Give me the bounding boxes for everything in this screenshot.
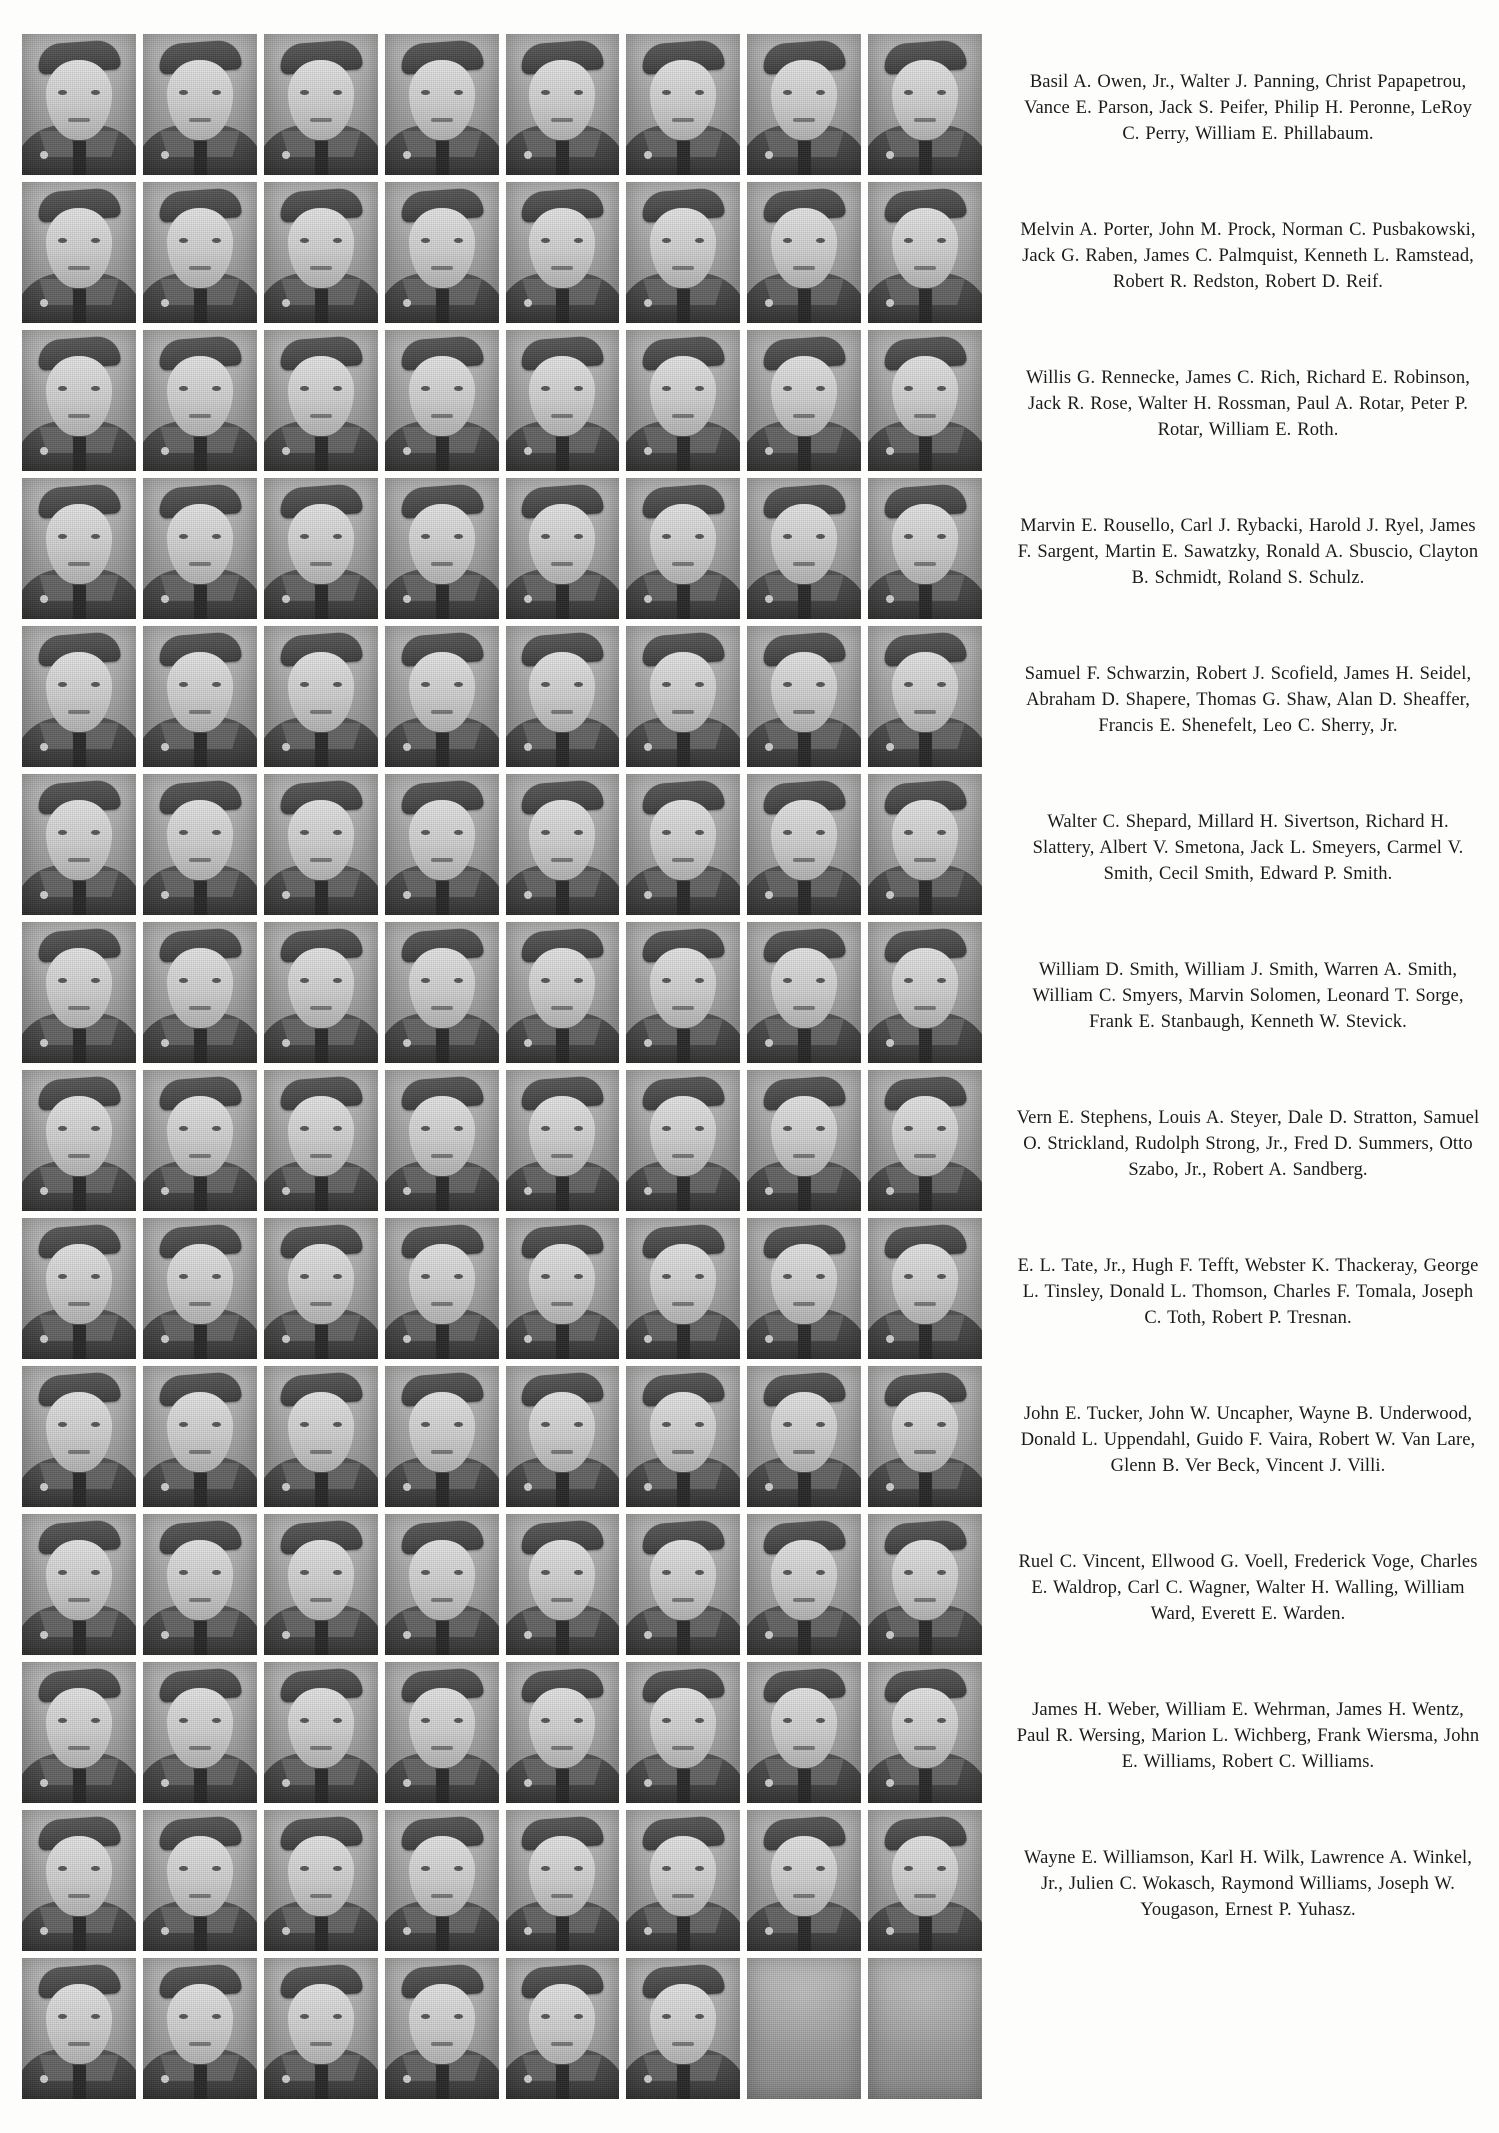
caption-text: Walter C. Shepard, Millard H. Sivertson, Richard H. Slattery, Albert V. Smetona, Jack L. Smeyers, Carmel V. Smith, Cecil Smith, Edward P. Smith.: [1032, 811, 1464, 885]
caption-block: [1014, 1218, 1482, 1366]
portrait-row: [22, 922, 982, 1063]
caption-block: [1014, 774, 1482, 922]
portrait-photo-blank: [747, 1958, 861, 2099]
portrait-photo: [868, 1810, 982, 1951]
portrait-photo: [143, 922, 257, 1063]
portrait-row: [22, 1958, 982, 2099]
portrait-photo: [385, 1810, 499, 1951]
portrait-photo: [506, 1810, 620, 1951]
portrait-photo: [747, 1810, 861, 1951]
portrait-photo: [506, 774, 620, 915]
portrait-photo: [264, 1514, 378, 1655]
portrait-photo: [747, 34, 861, 175]
portrait-row: [22, 34, 982, 175]
caption-block: [1014, 922, 1482, 1070]
portrait-photo: [385, 34, 499, 175]
portrait-row: [22, 1218, 982, 1359]
portrait-photo: [22, 922, 136, 1063]
portrait-photo: [143, 1958, 257, 2099]
portrait-photo: [868, 922, 982, 1063]
portrait-photo: [264, 1070, 378, 1211]
portrait-row: [22, 1070, 982, 1211]
portrait-photo: [506, 626, 620, 767]
portrait-photo: [868, 1070, 982, 1211]
portrait-photo: [385, 774, 499, 915]
portrait-photo: [22, 182, 136, 323]
portrait-photo: [626, 182, 740, 323]
portrait-photo: [868, 478, 982, 619]
portrait-photo: [747, 774, 861, 915]
portrait-photo: [506, 1514, 620, 1655]
portrait-photo: [143, 774, 257, 915]
portrait-photo: [747, 1514, 861, 1655]
portrait-photo: [868, 1662, 982, 1803]
caption-block: [1014, 626, 1482, 774]
portrait-photo: [143, 478, 257, 619]
portrait-photo: [264, 34, 378, 175]
caption-block: [1014, 1810, 1482, 1958]
caption-column: [1014, 34, 1482, 1958]
portrait-photo: [626, 330, 740, 471]
portrait-photo: [385, 478, 499, 619]
portrait-photo: [385, 1218, 499, 1359]
caption-block: [1014, 1662, 1482, 1810]
portrait-photo: [22, 1218, 136, 1359]
portrait-photo: [626, 478, 740, 619]
caption-block: [1014, 330, 1482, 478]
portrait-photo: [143, 626, 257, 767]
caption-block: [1014, 182, 1482, 330]
portrait-photo: [385, 922, 499, 1063]
portrait-photo: [506, 1958, 620, 2099]
portrait-photo: [626, 1218, 740, 1359]
portrait-row: [22, 1514, 982, 1655]
portrait-photo: [626, 922, 740, 1063]
portrait-photo: [264, 182, 378, 323]
portrait-photo: [868, 182, 982, 323]
portrait-photo: [747, 922, 861, 1063]
caption-block: [1014, 1514, 1482, 1662]
caption-text: Vern E. Stephens, Louis A. Steyer, Dale D. Stratton, Samuel O. Strickland, Rudolph Strong, Jr., Fred D. Summers, Otto Szabo, Jr., Robert A. Sandberg.: [1016, 1107, 1480, 1181]
portrait-photo: [626, 1070, 740, 1211]
portrait-photo: [22, 1662, 136, 1803]
portrait-photo: [626, 1366, 740, 1507]
portrait-photo: [143, 330, 257, 471]
portrait-photo: [868, 1366, 982, 1507]
portrait-photo: [22, 1958, 136, 2099]
portrait-row: [22, 330, 982, 471]
portrait-photo: [22, 1366, 136, 1507]
caption-block: [1014, 478, 1482, 626]
portrait-photo: [385, 626, 499, 767]
portrait-photo: [143, 1070, 257, 1211]
portrait-row: [22, 1662, 982, 1803]
caption-block: [1014, 1070, 1482, 1218]
portrait-photo: [264, 1810, 378, 1951]
portrait-photo: [747, 1218, 861, 1359]
caption-text: James H. Weber, William E. Wehrman, James H. Wentz, Paul R. Wersing, Marion L. Wichberg, Frank Wiersma, John E. Williams, Robert C. Williams.: [1016, 1699, 1480, 1773]
portrait-photo-blank: [868, 1958, 982, 2099]
portrait-photo: [264, 1662, 378, 1803]
portrait-photo: [22, 330, 136, 471]
caption-text: Willis G. Rennecke, James C. Rich, Richard E. Robinson, Jack R. Rose, Walter H. Rossman, Paul A. Rotar, Peter P. Rotar, William E. Roth.: [1026, 367, 1470, 441]
portrait-photo: [22, 774, 136, 915]
portrait-photo: [506, 1662, 620, 1803]
portrait-photo: [264, 330, 378, 471]
portrait-photo: [868, 774, 982, 915]
portrait-photo: [626, 1514, 740, 1655]
caption-block: [1014, 34, 1482, 182]
portrait-photo: [747, 478, 861, 619]
caption-text: E. L. Tate, Jr., Hugh F. Tefft, Webster K. Thackeray, George L. Tinsley, Donald L. Thomson, Charles F. Tomala, Joseph C. Toth, Robert P. Tresnan.: [1017, 1255, 1479, 1329]
caption-text: Wayne E. Williamson, Karl H. Wilk, Lawrence A. Winkel, Jr., Julien C. Wokasch, Raymond Williams, Joseph W. Yougason, Ernest P. Yuhasz.: [1024, 1847, 1472, 1921]
portrait-photo: [626, 774, 740, 915]
portrait-photo: [143, 1662, 257, 1803]
portrait-row: [22, 182, 982, 323]
portrait-photo: [264, 1366, 378, 1507]
portrait-photo: [385, 1070, 499, 1211]
portrait-photo: [385, 1958, 499, 2099]
portrait-photo: [385, 1366, 499, 1507]
portrait-photo: [868, 34, 982, 175]
caption-block: [1014, 1366, 1482, 1514]
portrait-photo: [22, 626, 136, 767]
portrait-photo: [506, 478, 620, 619]
portrait-photo: [506, 1070, 620, 1211]
portrait-photo: [506, 922, 620, 1063]
portrait-photo: [868, 330, 982, 471]
portrait-grid: [22, 34, 982, 2099]
portrait-photo: [143, 1366, 257, 1507]
caption-text: Marvin E. Rousello, Carl J. Rybacki, Harold J. Ryel, James F. Sargent, Martin E. Sawatzky, Ronald A. Sbuscio, Clayton B. Schmidt, Roland S. Schulz.: [1017, 515, 1479, 589]
portrait-photo: [264, 1218, 378, 1359]
portrait-row: [22, 1810, 982, 1951]
portrait-photo: [22, 1070, 136, 1211]
portrait-photo: [626, 1958, 740, 2099]
portrait-photo: [22, 1514, 136, 1655]
portrait-row: [22, 774, 982, 915]
portrait-photo: [747, 1366, 861, 1507]
portrait-photo: [868, 1514, 982, 1655]
portrait-photo: [22, 34, 136, 175]
portrait-photo: [143, 1810, 257, 1951]
portrait-photo: [747, 1662, 861, 1803]
portrait-photo: [385, 1514, 499, 1655]
portrait-photo: [264, 774, 378, 915]
portrait-photo: [264, 478, 378, 619]
portrait-photo: [747, 182, 861, 323]
caption-text: Samuel F. Schwarzin, Robert J. Scofield, James H. Seidel, Abraham D. Shapere, Thomas G. Shaw, Alan D. Sheaffer, Francis E. Shenefelt, Leo C. Sherry, Jr.: [1024, 663, 1472, 737]
caption-text: John E. Tucker, John W. Uncapher, Wayne B. Underwood, Donald L. Uppendahl, Guido F. Vaira, Robert W. Van Lare, Glenn B. Ver Beck, Vincent J. Villi.: [1020, 1403, 1476, 1477]
portrait-photo: [626, 34, 740, 175]
portrait-photo: [868, 1218, 982, 1359]
portrait-row: [22, 1366, 982, 1507]
portrait-photo: [264, 922, 378, 1063]
portrait-photo: [747, 626, 861, 767]
portrait-photo: [506, 182, 620, 323]
caption-text: Ruel C. Vincent, Ellwood G. Voell, Frederick Voge, Charles E. Waldrop, Carl C. Wagner, Walter H. Walling, William Ward, Everett E. Warden.: [1018, 1551, 1478, 1625]
portrait-photo: [385, 330, 499, 471]
caption-text: Melvin A. Porter, John M. Prock, Norman C. Pusbakowski, Jack G. Raben, James C. Palmquist, Kenneth L. Ramstead, Robert R. Redston, Robert D. Reif.: [1020, 219, 1476, 293]
caption-text: William D. Smith, William J. Smith, Warren A. Smith, William C. Smyers, Marvin Solomen, Leonard T. Sorge, Frank E. Stanbaugh, Kenneth W. Stevick.: [1032, 959, 1464, 1033]
portrait-row: [22, 626, 982, 767]
page-content: [22, 34, 1482, 2099]
portrait-photo: [385, 182, 499, 323]
portrait-photo: [626, 1810, 740, 1951]
portrait-photo: [143, 1218, 257, 1359]
portrait-photo: [506, 330, 620, 471]
portrait-row: [22, 478, 982, 619]
portrait-photo: [22, 478, 136, 619]
portrait-photo: [264, 626, 378, 767]
portrait-photo: [626, 626, 740, 767]
portrait-photo: [143, 34, 257, 175]
portrait-photo: [22, 1810, 136, 1951]
portrait-photo: [143, 182, 257, 323]
portrait-photo: [506, 34, 620, 175]
portrait-photo: [747, 1070, 861, 1211]
portrait-photo: [506, 1366, 620, 1507]
portrait-photo: [747, 330, 861, 471]
portrait-photo: [506, 1218, 620, 1359]
caption-text: Basil A. Owen, Jr., Walter J. Panning, Christ Papapetrou, Vance E. Parson, Jack S. Peifer, Philip H. Peronne, LeRoy C. Perry, William E. Phillabaum.: [1024, 71, 1472, 145]
portrait-photo: [868, 626, 982, 767]
portrait-photo: [264, 1958, 378, 2099]
portrait-photo: [385, 1662, 499, 1803]
portrait-photo: [626, 1662, 740, 1803]
portrait-photo: [143, 1514, 257, 1655]
